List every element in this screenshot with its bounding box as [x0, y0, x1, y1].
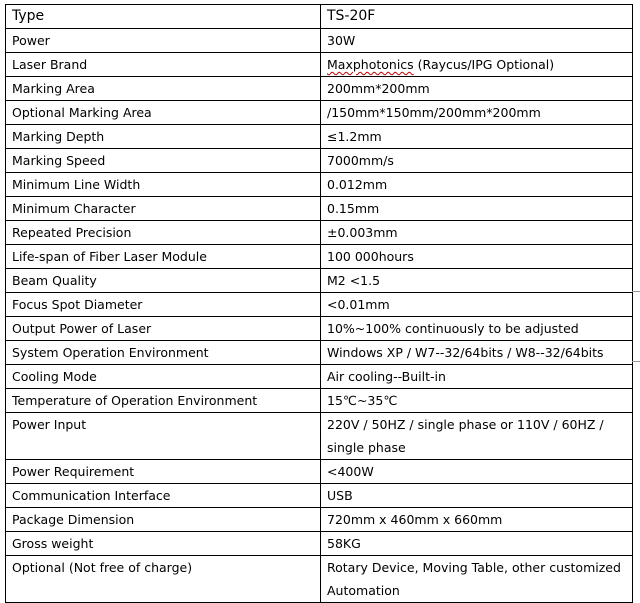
row-label: Laser Brand	[6, 53, 321, 77]
row-label: Temperature of Operation Environment	[6, 389, 321, 413]
row-value: 15℃~35℃	[321, 389, 633, 413]
row-label: System Operation Environment	[6, 341, 321, 365]
row-label: Communication Interface	[6, 484, 321, 508]
row-value	[321, 53, 633, 77]
row-value: 30W	[321, 29, 633, 53]
table-row	[6, 173, 633, 197]
row-value: ±0.003mm	[321, 221, 633, 245]
table-row	[6, 293, 633, 317]
table-row	[6, 221, 633, 245]
row-label: Gross weight	[6, 532, 321, 556]
row-value: 200mm*200mm	[321, 77, 633, 101]
row-label: Minimum Line Width	[6, 173, 321, 197]
row-label: Cooling Mode	[6, 365, 321, 389]
row-value: 58KG	[321, 532, 633, 556]
table-row	[6, 269, 633, 293]
row-value: ≤1.2mm	[321, 125, 633, 149]
page-edge-mark	[632, 291, 640, 292]
table-row	[6, 556, 633, 603]
table-row	[6, 77, 633, 101]
value-line: 220V / 50HZ / single phase or 110V / 60HZ /	[327, 417, 604, 432]
spec-table	[5, 4, 633, 603]
value-line: Automation	[327, 583, 400, 598]
row-label: Optional Marking Area	[6, 101, 321, 125]
row-value: <400W	[321, 460, 633, 484]
table-row	[6, 29, 633, 53]
row-value: <0.01mm	[321, 293, 633, 317]
row-value	[321, 556, 633, 603]
value-line: single phase	[327, 440, 406, 455]
table-row	[6, 341, 633, 365]
row-label: Beam Quality	[6, 269, 321, 293]
table-row	[6, 245, 633, 269]
row-label: Minimum Character	[6, 197, 321, 221]
table-row	[6, 389, 633, 413]
table-row	[6, 532, 633, 556]
header-value: TS-20F	[321, 5, 633, 29]
table-header-row	[6, 5, 633, 29]
row-value	[321, 413, 633, 460]
row-label: Power Requirement	[6, 460, 321, 484]
row-value: /150mm*150mm/200mm*200mm	[321, 101, 633, 125]
table-row	[6, 125, 633, 149]
row-value: M2 <1.5	[321, 269, 633, 293]
row-value: 100 000hours	[321, 245, 633, 269]
row-value: Air cooling--Built-in	[321, 365, 633, 389]
row-label: Power Input	[6, 413, 321, 460]
table-row	[6, 317, 633, 341]
table-row	[6, 413, 633, 460]
row-label: Optional (Not free of charge)	[6, 556, 321, 603]
brand-options: (Raycus/IPG Optional)	[413, 57, 555, 72]
spec-table-wrapper	[5, 4, 630, 603]
page-edge-mark	[632, 361, 640, 362]
row-value: 720mm x 460mm x 660mm	[321, 508, 633, 532]
row-label: Repeated Precision	[6, 221, 321, 245]
row-label: Package Dimension	[6, 508, 321, 532]
row-value: 10%~100% continuously to be adjusted	[321, 317, 633, 341]
table-row	[6, 197, 633, 221]
row-label: Focus Spot Diameter	[6, 293, 321, 317]
row-label: Life-span of Fiber Laser Module	[6, 245, 321, 269]
row-label: Marking Speed	[6, 149, 321, 173]
row-value: 0.15mm	[321, 197, 633, 221]
table-row	[6, 101, 633, 125]
brand-name: Maxphotonics	[327, 57, 414, 72]
table-row	[6, 149, 633, 173]
table-row	[6, 460, 633, 484]
row-label: Power	[6, 29, 321, 53]
row-value: 7000mm/s	[321, 149, 633, 173]
table-row	[6, 484, 633, 508]
table-row	[6, 365, 633, 389]
row-label: Marking Depth	[6, 125, 321, 149]
header-label: Type	[6, 5, 321, 29]
row-value: Windows XP / W7--32/64bits / W8--32/64bits	[321, 341, 633, 365]
row-label: Output Power of Laser	[6, 317, 321, 341]
value-line: Rotary Device, Moving Table, other customized	[327, 560, 621, 575]
table-row	[6, 508, 633, 532]
row-label: Marking Area	[6, 77, 321, 101]
row-value: USB	[321, 484, 633, 508]
table-row	[6, 53, 633, 77]
row-value: 0.012mm	[321, 173, 633, 197]
